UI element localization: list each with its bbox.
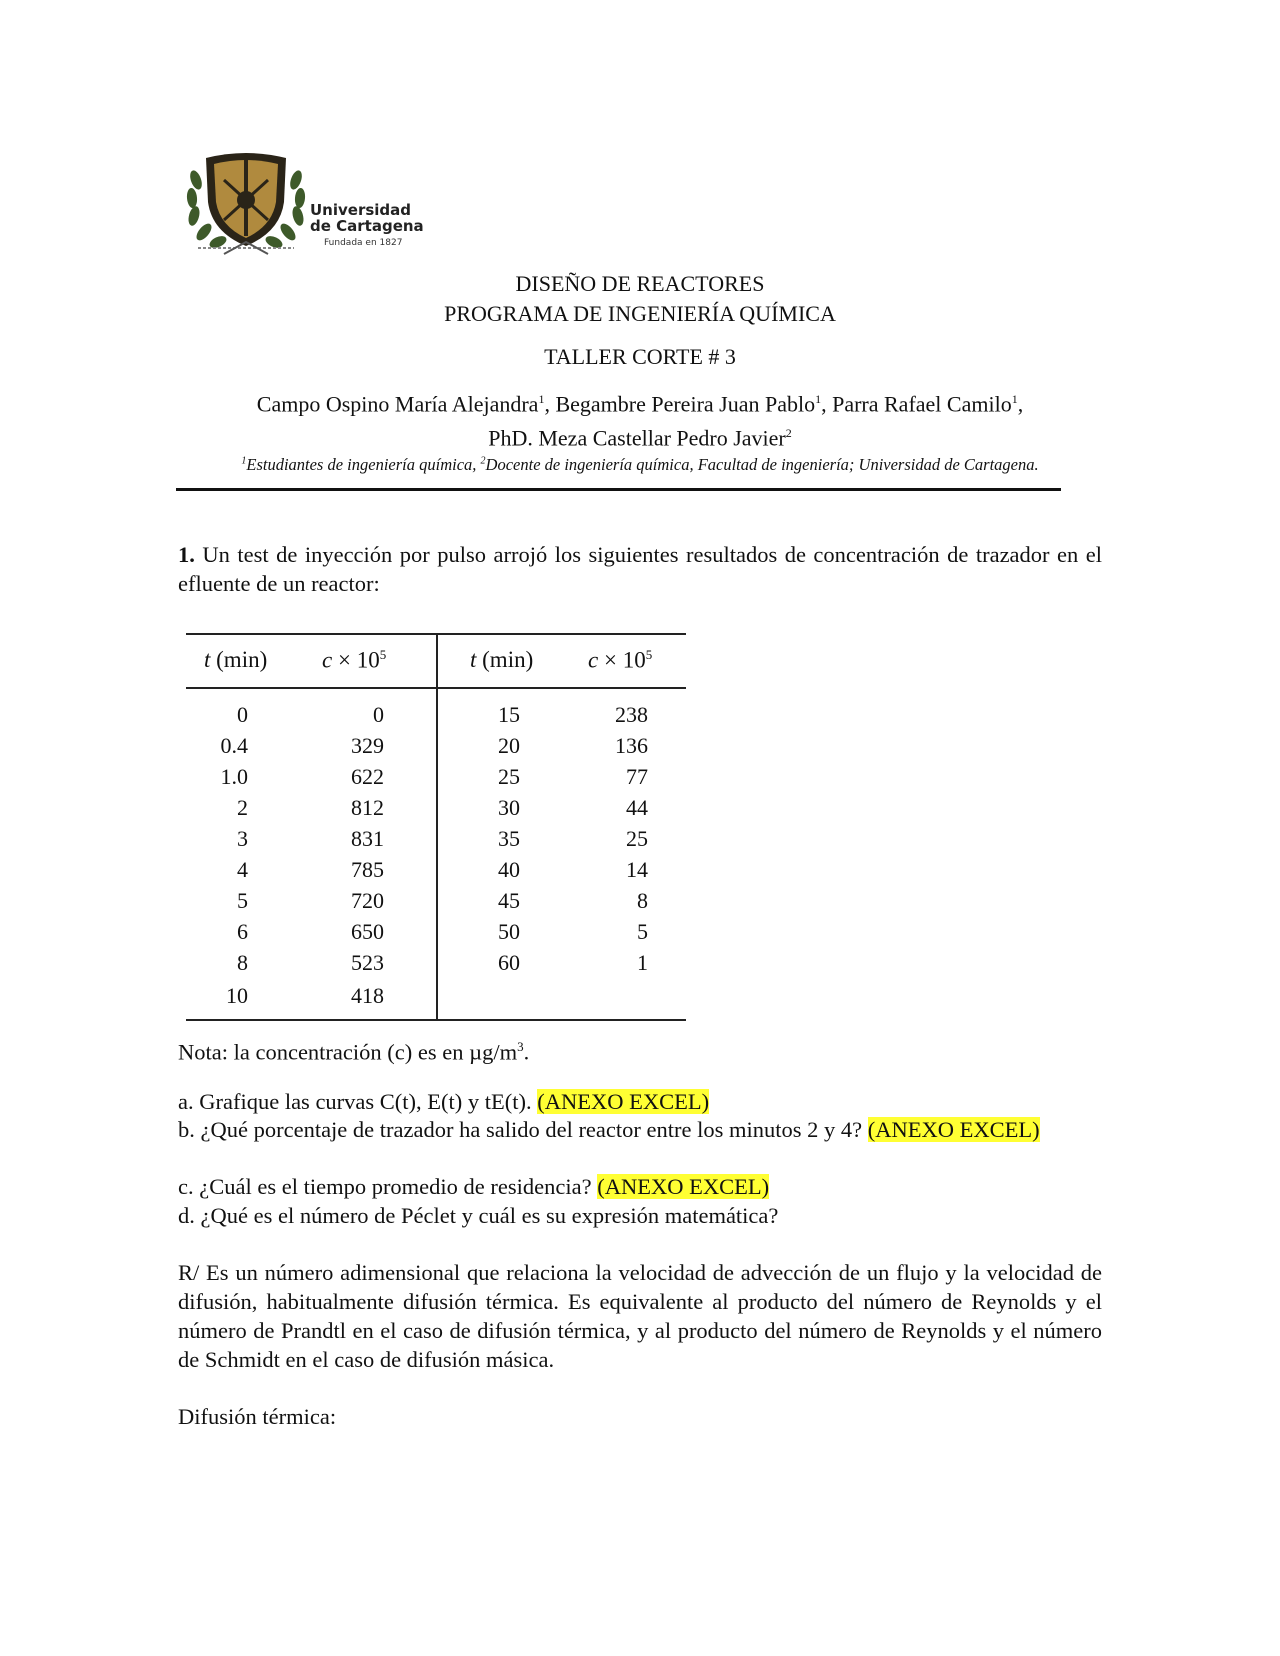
right-t-cell: 60 — [498, 950, 520, 975]
affiliation-mark: 2 — [480, 455, 486, 467]
thermal-diffusion-heading: Difusión térmica: — [178, 1404, 337, 1429]
affiliation-mark: 1 — [815, 392, 822, 406]
answer-paragraph: R/ Es un número adimensional que relaciona la velocidad de advección de un flujo y la velocidad de difusión, habitualmente difusión térmica. Es equivalente al producto del número de Reynolds y el número de Prandtl en el caso de difusión térmica, y al producto del número de Reynolds y el número de Schmidt en el caso de difusión másica. — [178, 1260, 1102, 1372]
affiliation-text: Docente de ingeniería química, Facultad de ingeniería; Universidad de Cartagena. — [485, 455, 1039, 474]
left-c-cell: 650 — [351, 919, 384, 944]
annex-tag: (ANEXO EXCEL) — [867, 1117, 1040, 1142]
header-c-right: $c \times 10^5$ — [588, 647, 653, 673]
question-text: Un test de inyección por pulso arrojó los siguientes resultados de concentración de trazador en el efluente de un reactor: — [178, 542, 1102, 596]
university-name — [310, 202, 424, 234]
left-t-cell: 8 — [237, 950, 248, 975]
affiliation-mark: 1 — [241, 455, 247, 467]
university-crest-icon — [184, 150, 314, 260]
author-name: Parra Rafael Camilo — [832, 391, 1012, 417]
item-b: b. ¿Qué porcentaje de trazador ha salido del reactor entre los minutos 2 y 4? (ANEXO EXCEL) — [178, 1117, 1040, 1142]
authors-line-2 — [0, 420, 1280, 451]
item-a: a. Grafique las curvas C(t), E(t) y tE(t). (ANEXO EXCEL) — [178, 1089, 710, 1114]
right-t-cell: 35 — [498, 826, 520, 851]
item-c: c. ¿Cuál es el tiempo promedio de residencia? (ANEXO EXCEL) — [178, 1174, 770, 1199]
right-t-cell: 20 — [498, 733, 520, 758]
header-t-min-left: t (min) — [204, 647, 268, 672]
left-c-cell: 720 — [351, 888, 384, 913]
left-c-cell: 0 — [373, 702, 384, 727]
program-title: PROGRAMA DE INGENIERÍA QUÍMICA — [444, 301, 836, 326]
affiliation-mark: 2 — [785, 426, 792, 440]
university-logo — [184, 150, 434, 260]
left-t-cell: 5 — [237, 888, 248, 913]
university-name-line2: de Cartagena — [310, 217, 424, 235]
right-t-cell: 30 — [498, 795, 520, 820]
left-t-cell: 6 — [237, 919, 248, 944]
header-divider — [176, 488, 1061, 491]
left-t-cell: 2 — [237, 795, 248, 820]
right-c-cell: 25 — [626, 826, 648, 851]
item-d: d. ¿Qué es el número de Péclet y cuál es su expresión matemática? — [178, 1203, 779, 1228]
right-c-cell: 136 — [615, 733, 648, 758]
question-1 — [178, 540, 1102, 598]
course-title: DISEÑO DE REACTORES — [515, 271, 765, 296]
right-c-cell: 14 — [626, 857, 648, 882]
author-name: PhD. Meza Castellar Pedro Javier — [488, 425, 786, 451]
left-c-cell: 622 — [351, 764, 384, 789]
left-c-cell: 329 — [351, 733, 384, 758]
affiliation-line — [0, 455, 1280, 475]
left-t-cell: 10 — [226, 983, 248, 1008]
table-column-divider — [436, 633, 438, 1021]
affiliation-mark: 1 — [1011, 392, 1018, 406]
separator: , — [821, 391, 833, 417]
header-c-left: $c \times 10^5$ — [322, 647, 387, 673]
unit-note: Nota: la concentración (c) es en $\mu g/m^3$. — [178, 1039, 530, 1065]
right-c-cell: 8 — [637, 888, 648, 913]
left-c-cell: 418 — [351, 983, 384, 1008]
authors-line-1 — [0, 386, 1280, 417]
right-t-cell: 25 — [498, 764, 520, 789]
author-name: Campo Ospino María Alejandra — [256, 391, 539, 417]
tracer-data-table — [186, 633, 686, 1021]
left-t-cell: 3 — [237, 826, 248, 851]
separator: , — [544, 391, 556, 417]
annex-tag: (ANEXO EXCEL) — [537, 1089, 710, 1114]
right-c-cell: 44 — [626, 795, 648, 820]
left-c-cell: 523 — [351, 950, 384, 975]
right-c-cell: 1 — [637, 950, 648, 975]
left-c-cell: 831 — [351, 826, 384, 851]
university-founded: Fundada en 1827 — [324, 238, 403, 248]
question-number: 1. — [178, 542, 195, 567]
right-c-cell: 77 — [626, 764, 648, 789]
left-c-cell: 785 — [351, 857, 384, 882]
left-t-cell: 4 — [237, 857, 248, 882]
right-t-cell: 45 — [498, 888, 520, 913]
separator: , — [1017, 391, 1024, 417]
affiliation-text: Estudiantes de ingeniería química, — [246, 455, 481, 474]
right-t-cell: 50 — [498, 919, 520, 944]
right-t-cell: 15 — [498, 702, 520, 727]
workshop-title: TALLER CORTE # 3 — [544, 344, 736, 369]
author-name: Begambre Pereira Juan Pablo — [555, 391, 816, 417]
left-c-cell: 812 — [351, 795, 384, 820]
university-name-line1: Universidad — [310, 201, 412, 219]
affiliation-mark: 1 — [538, 392, 545, 406]
right-t-cell: 40 — [498, 857, 520, 882]
right-c-cell: 5 — [637, 919, 648, 944]
left-t-cell: 0.4 — [220, 733, 248, 758]
left-t-cell: 1.0 — [220, 764, 248, 789]
annex-tag: (ANEXO EXCEL) — [597, 1174, 770, 1199]
left-t-cell: 0 — [237, 702, 248, 727]
right-c-cell: 238 — [615, 702, 648, 727]
header-t-min-right: t (min) — [470, 647, 534, 672]
